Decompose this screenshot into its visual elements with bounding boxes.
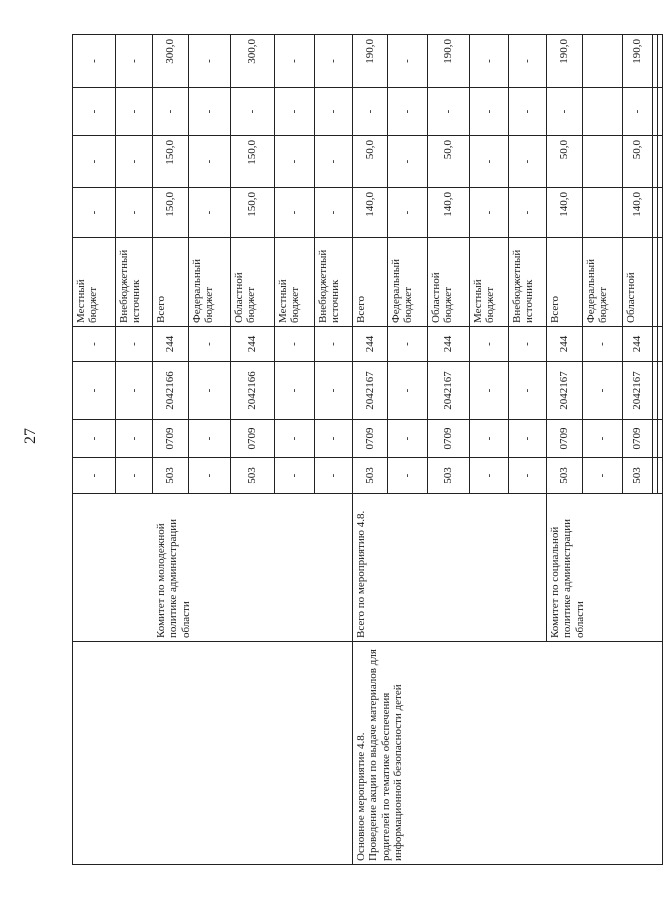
table-cell: 0709: [231, 420, 275, 458]
source-regional-cut: Областной: [623, 238, 653, 327]
table-cell: [658, 362, 663, 420]
table-cell: -: [315, 136, 353, 188]
table-cell: [658, 35, 663, 88]
table-cell: 244: [623, 327, 653, 362]
table-cell: [315, 642, 353, 865]
table-cell: 150,0: [153, 136, 189, 188]
table-cell: -: [275, 188, 315, 238]
table-cell: -: [583, 362, 623, 420]
table-cell: -: [470, 362, 509, 420]
table-cell: -: [470, 136, 509, 188]
table-cell: -: [116, 458, 153, 494]
budget-table: [72, 34, 663, 865]
source-extra: Внебюджетный источник: [509, 238, 547, 327]
table-cell: [153, 642, 189, 865]
table-cell: 503: [153, 458, 189, 494]
table-cell: -: [189, 420, 231, 458]
table-cell: 0709: [547, 420, 583, 458]
table-cell: 244: [353, 327, 388, 362]
table-cell: -: [231, 88, 275, 136]
table-cell: 2042167: [623, 362, 653, 420]
table-cell: -: [189, 327, 231, 362]
table-cell: 150,0: [153, 188, 189, 238]
table-cell: -: [388, 136, 428, 188]
table-cell: -: [73, 88, 116, 136]
table-cell: 503: [623, 458, 653, 494]
executor-cell-empty: [73, 494, 116, 642]
table-cell: -: [428, 88, 470, 136]
table-cell: 2042167: [428, 362, 470, 420]
table-cell: [116, 642, 153, 865]
table-cell: -: [189, 188, 231, 238]
table-cell: -: [388, 362, 428, 420]
table-row: [116, 35, 153, 865]
measure-4-8: [353, 642, 663, 865]
table-cell: -: [275, 136, 315, 188]
table-cell: 140,0: [623, 188, 653, 238]
table-row: [275, 35, 315, 865]
table-cell: 2042166: [231, 362, 275, 420]
table-cell: -: [116, 136, 153, 188]
table-cell: 0709: [623, 420, 653, 458]
table-cell: 2042167: [547, 362, 583, 420]
table-cell: -: [353, 88, 388, 136]
table-cell: -: [73, 420, 116, 458]
table-cell: -: [509, 188, 547, 238]
table-cell: [658, 136, 663, 188]
table-cell: -: [509, 362, 547, 420]
table-cell: -: [470, 88, 509, 136]
source-local: Местный бюджет: [275, 238, 315, 327]
table-cell: -: [623, 88, 653, 136]
table-cell: -: [275, 88, 315, 136]
table-cell: -: [315, 362, 353, 420]
table-cell: -: [73, 362, 116, 420]
measure-description: Проведение акции по выдаче материалов для родителей по тематике обеспечения информационной безопасности детей: [367, 649, 404, 861]
table-cell: -: [189, 136, 231, 188]
table-cell: -: [73, 188, 116, 238]
table-cell: [583, 136, 623, 188]
table-cell: -: [509, 136, 547, 188]
table-cell: -: [116, 88, 153, 136]
table-cell: 503: [353, 458, 388, 494]
measure-cell-empty: [73, 642, 116, 865]
table-cell: -: [509, 420, 547, 458]
table-cell: 0709: [153, 420, 189, 458]
table-cell: -: [116, 35, 153, 88]
table-cell: -: [73, 327, 116, 362]
table-cell: -: [275, 362, 315, 420]
source-total: Всего: [353, 238, 388, 327]
table-cell: -: [275, 458, 315, 494]
table-cell: [658, 458, 663, 494]
table-cell: -: [547, 88, 583, 136]
table-cell: -: [509, 35, 547, 88]
table-cell: 150,0: [231, 188, 275, 238]
table-cell: -: [388, 327, 428, 362]
table-cell: -: [583, 327, 623, 362]
table-cell: 190,0: [547, 35, 583, 88]
table-cell: 503: [547, 458, 583, 494]
table-cell: [658, 420, 663, 458]
table-cell: [658, 188, 663, 238]
table-cell: 140,0: [547, 188, 583, 238]
table-cell: -: [275, 35, 315, 88]
table-cell: -: [509, 327, 547, 362]
source-regional: Областной бюджет: [231, 238, 275, 327]
table-cell: -: [315, 35, 353, 88]
table-cell: -: [189, 35, 231, 88]
table-cell: -: [153, 88, 189, 136]
table-cell: [583, 188, 623, 238]
table-cell: 50,0: [428, 136, 470, 188]
table-cell: 244: [231, 327, 275, 362]
table-cell: -: [315, 327, 353, 362]
source-federal: Федеральный бюджет: [388, 238, 428, 327]
table-cell: 2042167: [353, 362, 388, 420]
table-cell: 503: [428, 458, 470, 494]
source-local: Местный бюджет: [470, 238, 509, 327]
source-local: Местный бюджет: [73, 238, 116, 327]
table-row: [315, 35, 353, 865]
table-cell: 300,0: [231, 35, 275, 88]
table-cell: -: [189, 362, 231, 420]
table-cell: -: [388, 188, 428, 238]
table-cell: -: [509, 458, 547, 494]
table-cell: 50,0: [547, 136, 583, 188]
table-cell: -: [470, 35, 509, 88]
table-cell: 150,0: [231, 136, 275, 188]
table-row: [73, 35, 116, 865]
table-cell: 140,0: [428, 188, 470, 238]
executor-total-4-8: Всего по мероприятию 4.8.: [353, 494, 547, 642]
table-cell: [116, 494, 153, 642]
table-cell: -: [388, 458, 428, 494]
table-cell: 503: [231, 458, 275, 494]
table-cell: 300,0: [153, 35, 189, 88]
table-cell: -: [116, 188, 153, 238]
table-cell: -: [470, 458, 509, 494]
table-cell: -: [116, 362, 153, 420]
table-cell: -: [73, 136, 116, 188]
table-cell: 50,0: [623, 136, 653, 188]
table-cell: -: [583, 458, 623, 494]
table-cell: -: [470, 327, 509, 362]
table-cell: -: [189, 458, 231, 494]
table-row: [231, 35, 275, 865]
table-cell: -: [116, 327, 153, 362]
table-cell: -: [275, 420, 315, 458]
table-cell: -: [583, 420, 623, 458]
source-total: Всего: [153, 238, 189, 327]
table-cell: -: [315, 88, 353, 136]
rotated-page: [72, 35, 644, 865]
table-cell: [658, 327, 663, 362]
table-cell: -: [470, 420, 509, 458]
table-cell: -: [189, 88, 231, 136]
table-cell: -: [388, 88, 428, 136]
table-cell: 0709: [428, 420, 470, 458]
table-cell: 244: [428, 327, 470, 362]
table-cell: -: [388, 35, 428, 88]
table-row: [353, 35, 388, 865]
table-cell: [231, 642, 275, 865]
executor-social-committee: Комитет по социальной политике администрации области: [547, 494, 663, 642]
table-cell: 190,0: [428, 35, 470, 88]
table-cell: [658, 238, 663, 327]
table-cell: 190,0: [623, 35, 653, 88]
source-federal: Федеральный бюджет: [583, 238, 623, 327]
page-number: 27: [22, 428, 39, 444]
table-cell: 2042166: [153, 362, 189, 420]
measure-title: Основное мероприятие 4.8.: [355, 732, 367, 861]
table-cell: [189, 642, 231, 865]
table-cell: -: [315, 420, 353, 458]
executor-youth-committee: Комитет по молодежной политике администрации области: [153, 494, 353, 642]
table-cell: -: [470, 188, 509, 238]
source-regional: Областной бюджет: [428, 238, 470, 327]
table-cell: -: [116, 420, 153, 458]
table-cell: -: [73, 458, 116, 494]
source-total: Всего: [547, 238, 583, 327]
table-cell: -: [275, 327, 315, 362]
table-cell: -: [388, 420, 428, 458]
table-cell: [583, 88, 623, 136]
table-cell: -: [315, 458, 353, 494]
table-cell: -: [315, 188, 353, 238]
table-row: [153, 35, 189, 865]
table-cell: 50,0: [353, 136, 388, 188]
source-extra: Внебюджетный источник: [116, 238, 153, 327]
table-cell: -: [509, 88, 547, 136]
table-cell: -: [73, 35, 116, 88]
table-row: [189, 35, 231, 865]
table-cell: 140,0: [353, 188, 388, 238]
table-cell: [658, 88, 663, 136]
source-federal: Федеральный бюджет: [189, 238, 231, 327]
table-cell: 244: [153, 327, 189, 362]
source-extra: Внебюджетный источник: [315, 238, 353, 327]
table-cell: 0709: [353, 420, 388, 458]
table-cell: 244: [547, 327, 583, 362]
table-cell: [275, 642, 315, 865]
table-cell: [583, 35, 623, 88]
table-cell: 190,0: [353, 35, 388, 88]
